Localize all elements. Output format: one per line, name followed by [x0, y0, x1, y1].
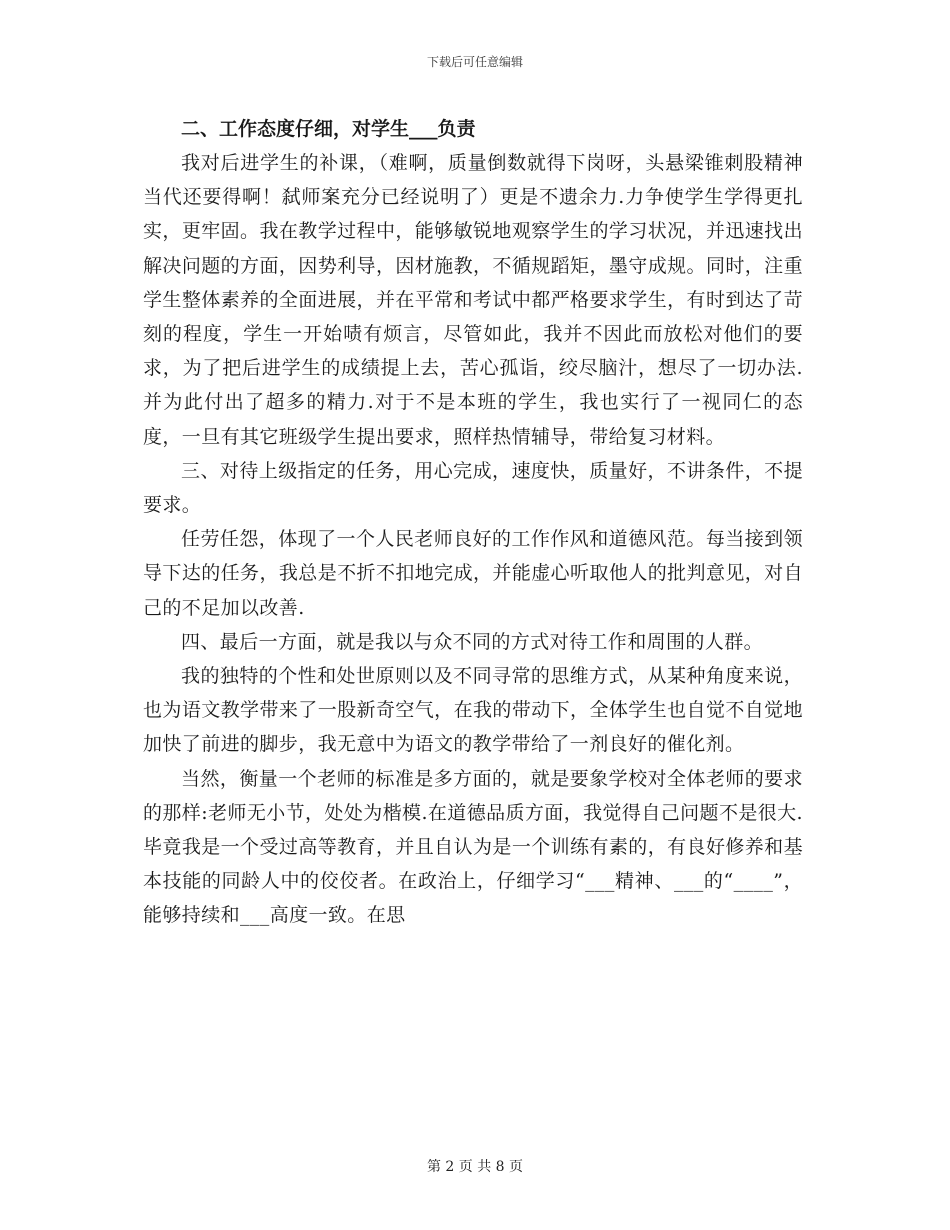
document-body [143, 112, 803, 933]
section-heading-4: 四、最后一方面，就是我以与众不同的方式对待工作和周围的人群。 [181, 630, 764, 653]
paragraph-1: 我对后进学生的补课，（难啊，质量倒数就得下岗呀，头悬梁锥刺股精神当代还要得啊！弑师案充分已经说明了）更是不遗余力.力争使学生学得更扎实，更牢固。我在教学过程中，能够敏锐地观察学生的学习状况，并迅速找出解决问题的方面，因势利导，因材施教，不循规蹈矩，墨守成规。同时，注重学生整体素养的全面进展，并在平常和考试中都严格要求学生，有时到达了苛刻的程度，学生一开始啧有烦言，尽管如此，我并不因此而放松对他们的要求，为了把后进学生的成绩提上去，苦心孤诣，绞尽脑汁，想尽了一切办法.并为此付出了超多的精力.对于不是本班的学生，我也实行了一视同仁的态度，一旦有其它班级学生提出要求，照样热情辅导，带给复习材料。 [143, 152, 803, 448]
paragraph-4: 当然，衡量一个老师的标准是多方面的，就是要象学校对全体老师的要求的那样:老师无小节，处处为楷模.在道德品质方面，我觉得自己问题不是很大.毕竟我是一个受过高等教育，并且自认为是一个训练有素的，有良好修养和基本技能的同龄人中的佼佼者。在政治上，仔细学习“___精神、___的“____”，能够持续和___高度一致。在思 [143, 767, 803, 927]
paragraph-2: 任劳任怨，体现了一个人民老师良好的工作作风和道德风范。每当接到领导下达的任务，我总是不折不扣地完成，并能虚心听取他人的批判意见，对自己的不足加以改善. [143, 528, 803, 619]
section-heading-2: 二、工作态度仔细，对学生___负责 [181, 118, 476, 140]
section-heading-3: 三、对待上级指定的任务，用心完成，速度快，质量好，不讲条件，不提要求。 [143, 459, 803, 517]
page-header: 下载后可任意编辑 [426, 55, 523, 69]
page-footer: 第 2 页 共 8 页 [426, 1159, 524, 1175]
paragraph-3: 我的独特的个性和处世原则以及不同寻常的思维方式，从某种角度来说，也为语文教学带来了一股新奇空气，在我的带动下，全体学生也自觉不自觉地加快了前进的脚步，我无意中为语文的教学带给了一剂良好的催化剂。 [143, 665, 803, 756]
